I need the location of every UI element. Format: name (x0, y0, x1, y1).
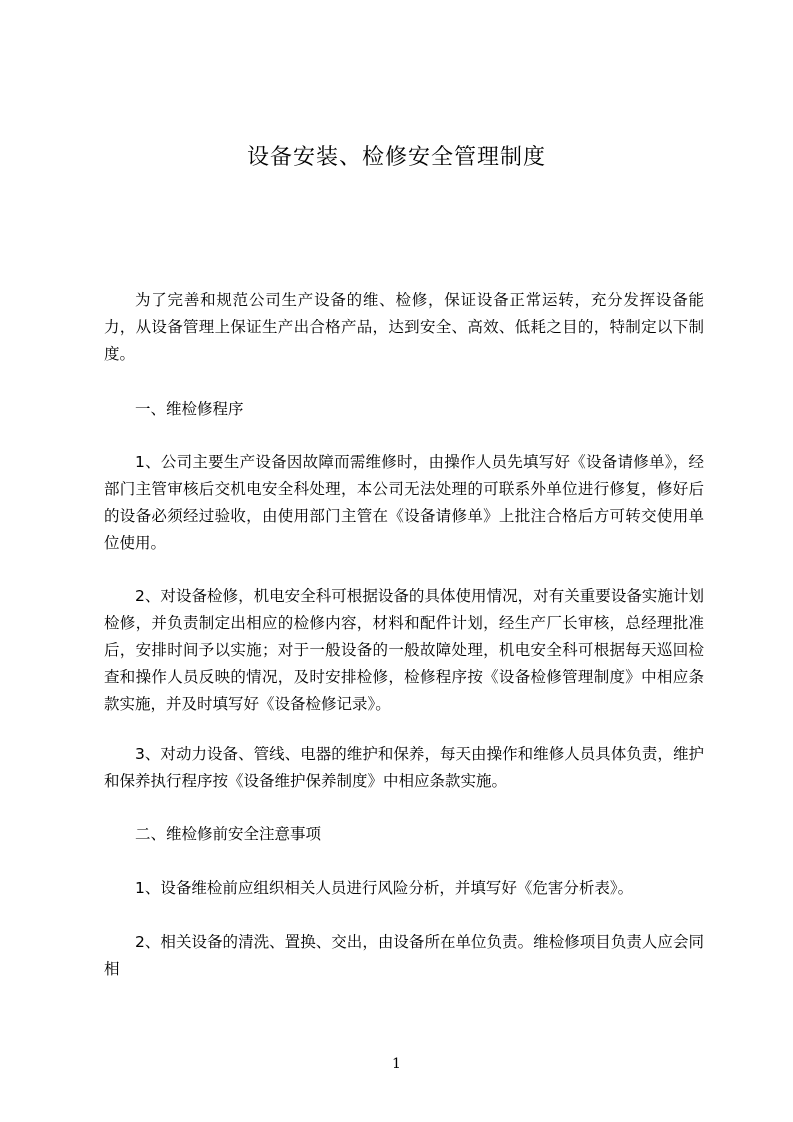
page-number: 1 (392, 1056, 401, 1072)
section1-item-1: 1、公司主要生产设备因故障而需维修时，由操作人员先填写好《设备请修单》，经部门主管审核后交机电安全科处理，本公司无法处理的可联系外单位进行修复，修好后的设备必须经过验收，由使用部门主管在《设备请修单》上批注合格后方可转交使用单位使用。 (104, 453, 704, 552)
document-title: 设备安装、检修安全管理制度 (246, 145, 546, 170)
section1-item-3: 3、对动力设备、管线、电器的维护和保养，每天由操作和维修人员具体负责，维护和保养执行程序按《设备维护保养制度》中相应条款实施。 (104, 745, 704, 790)
section2-item-1: 1、设备维检前应组织相关人员进行风险分析，并填写好《危害分析表》。 (135, 879, 634, 897)
section1-item-2: 2、对设备检修，机电安全科可根据设备的具体使用情况，对有关重要设备实施计划检修，并负责制定出相应的检修内容，材料和配件计划，经生产厂长审核，总经理批准后，安排时间予以实施；对于一般设备的一般故障处理，机电安全科可根据每天巡回检查和操作人员反映的情况，及时安排检修，检修程序按《设备检修管理制度》中相应条款实施，并及时填写好《设备检修记录》。 (104, 587, 704, 713)
intro-paragraph: 为了完善和规范公司生产设备的维、检修，保证设备正常运转，充分发挥设备能力，从设备管理上保证生产出合格产品，达到安全、高效、低耗之目的，特制定以下制度。 (104, 291, 704, 363)
section-heading-safety-precautions: 二、维检修前安全注意事项 (135, 825, 322, 843)
section2-item-2: 2、相关设备的清洗、置换、交出，由设备所在单位负责。维检修项目负责人应会同相 (104, 933, 704, 978)
section-heading-maintenance-procedure: 一、维检修程序 (135, 400, 244, 418)
